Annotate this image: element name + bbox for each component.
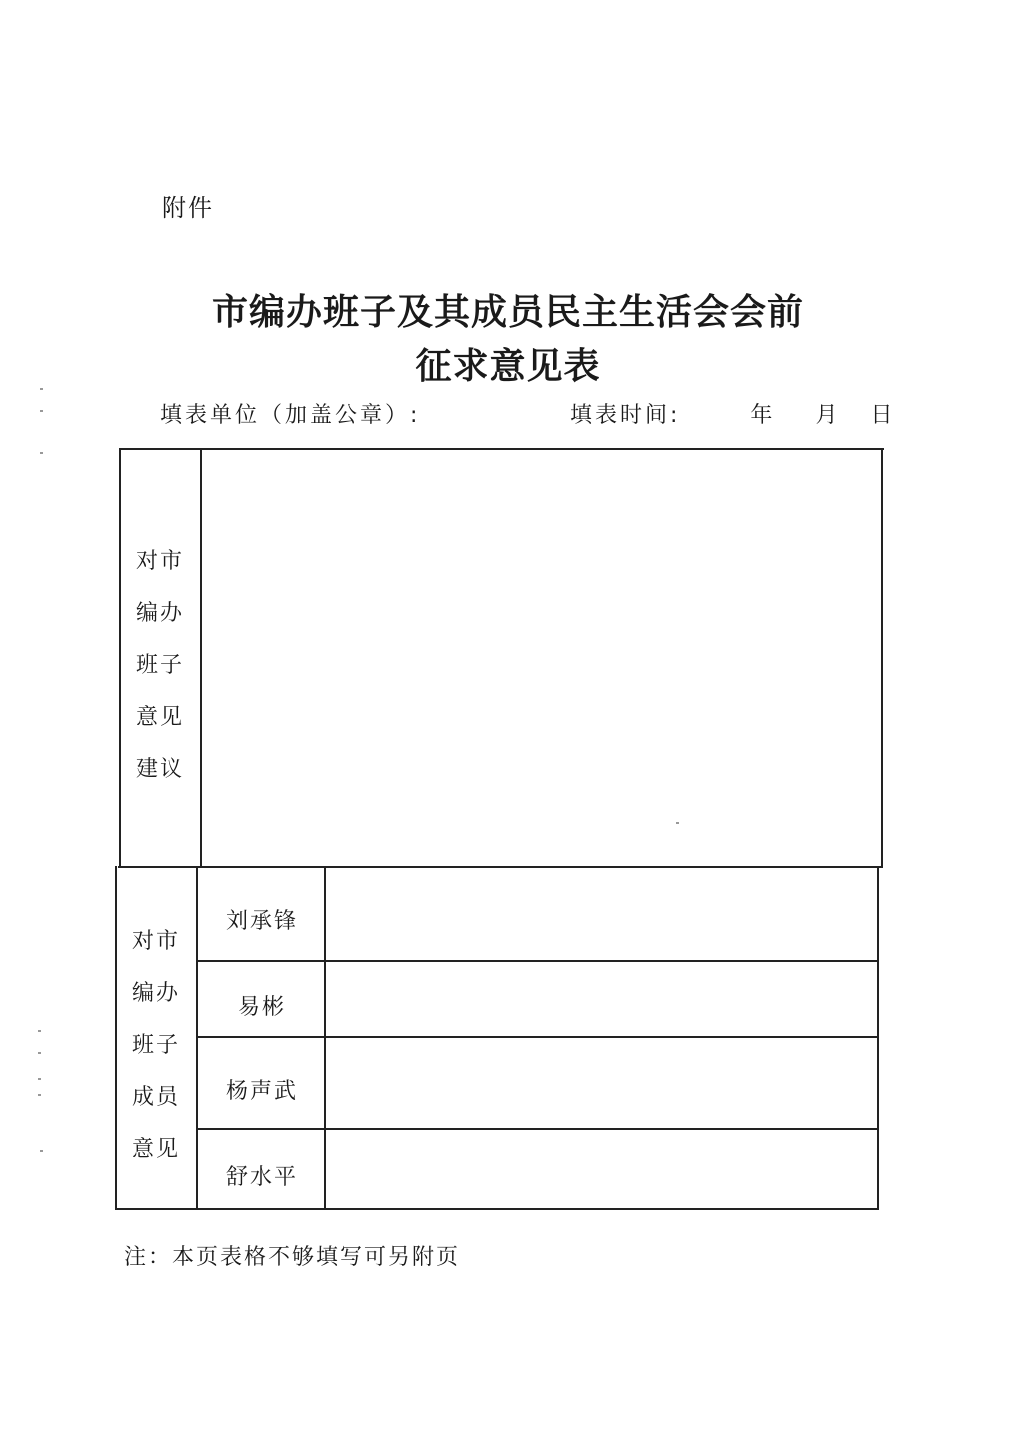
member-opinion-label-line: 意见 [131, 1137, 180, 1162]
member-name: 舒水平 [225, 1165, 298, 1190]
member-name: 易彬 [237, 995, 286, 1020]
month-label: 月 [815, 403, 841, 428]
team-opinion-label-line: 编办 [135, 601, 184, 626]
filling-time [570, 398, 895, 429]
member-opinion-answer[interactable] [328, 964, 876, 1034]
member-opinion-label [118, 916, 194, 1176]
scan-speck [38, 1078, 41, 1080]
day-label: 日 [870, 403, 896, 428]
label-column-divider-upper [200, 448, 202, 868]
attachment-label: 附件 [162, 194, 214, 222]
table-top-border [120, 448, 884, 450]
team-opinion-label-line: 对市 [135, 549, 184, 574]
table-bottom-border [115, 1208, 878, 1210]
table-right-border [881, 448, 883, 868]
member-opinion-answer[interactable] [328, 1040, 876, 1126]
member-name: 杨声武 [225, 1079, 298, 1104]
scan-speck [38, 1094, 41, 1096]
scan-speck [38, 1030, 41, 1032]
team-opinion-answer-area[interactable] [204, 452, 878, 864]
member-opinion-label-line: 成员 [131, 1085, 180, 1110]
table-left-border-lower [115, 866, 117, 1210]
filling-unit-label: 填表单位（加盖公章）: [160, 403, 421, 428]
section-divider [118, 866, 882, 868]
member-opinion-answer[interactable] [328, 870, 876, 958]
team-opinion-label-line: 建议 [135, 757, 184, 782]
form-title-line-2: 征求意见表 [415, 345, 601, 387]
scan-speck [40, 410, 43, 412]
team-opinion-label-line: 班子 [135, 653, 184, 678]
scan-speck [40, 388, 43, 390]
member-opinion-label-line: 对市 [131, 929, 180, 954]
scan-speck [40, 452, 43, 454]
scan-speck [38, 1052, 41, 1054]
form-title-line-1: 市编办班子及其成员民主生活会会前 [211, 291, 804, 333]
member-opinion-answer[interactable] [328, 1132, 876, 1206]
member-row-divider-1 [197, 960, 879, 962]
table-right-border-lower [877, 866, 879, 1210]
member-opinion-label-line: 编办 [131, 981, 180, 1006]
name-column-divider [324, 866, 326, 1210]
team-opinion-label [122, 536, 198, 796]
scan-speck [676, 822, 679, 824]
table-left-border [119, 448, 121, 868]
scan-speck [40, 1150, 43, 1152]
filling-time-label: 填表时间: [570, 403, 681, 428]
footnote: 注：本页表格不够填写可另附页 [124, 1245, 461, 1270]
member-row-divider-3 [197, 1128, 879, 1130]
member-name: 刘承锋 [225, 909, 298, 934]
year-label: 年 [750, 403, 776, 428]
member-opinion-label-line: 班子 [131, 1033, 180, 1058]
label-column-divider-lower [196, 866, 198, 1210]
member-row-divider-2 [197, 1036, 879, 1038]
team-opinion-label-line: 意见 [135, 705, 184, 730]
